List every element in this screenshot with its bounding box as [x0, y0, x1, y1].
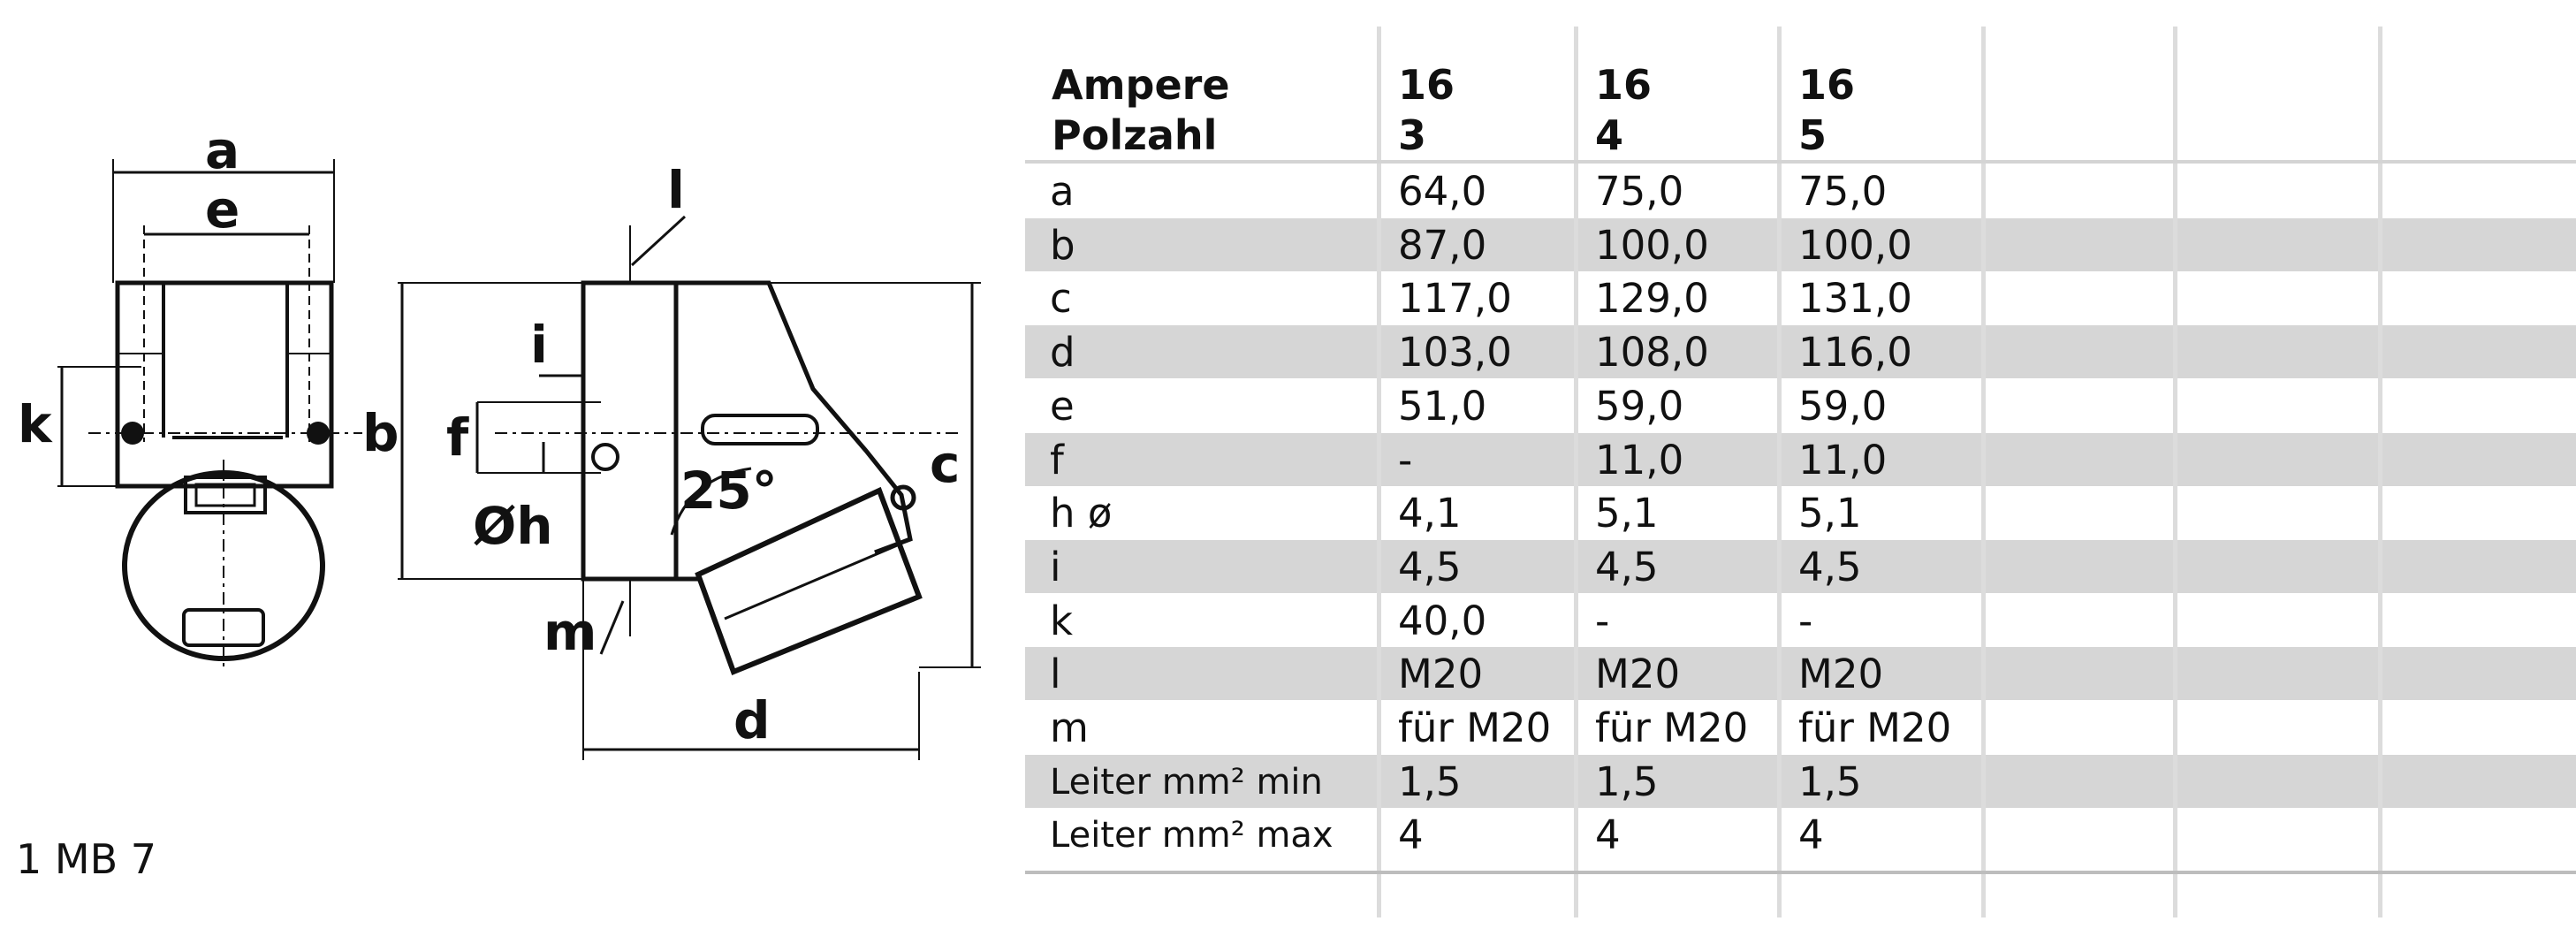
- row-label: Leiter mm² max: [1050, 815, 1334, 856]
- row-value: 87,0: [1398, 221, 1487, 269]
- row-value: M20: [1398, 651, 1484, 698]
- row-value: 51,0: [1398, 382, 1487, 430]
- row-label: d: [1050, 329, 1075, 377]
- header-polzahl-label: Polzahl: [1052, 111, 1218, 159]
- row-value: 100,0: [1798, 221, 1912, 269]
- header-col1-ampere: 16: [1398, 61, 1455, 109]
- table-row: [1025, 433, 2576, 486]
- table-row: [1025, 325, 2576, 378]
- table-row: [1025, 486, 2576, 539]
- dim-label-d: d: [733, 690, 771, 750]
- header-ampere-label: Ampere: [1052, 61, 1230, 109]
- header-col2-polzahl: 4: [1595, 111, 1624, 159]
- dim-label-c: c: [930, 434, 961, 494]
- row-value: 4,1: [1398, 490, 1462, 537]
- row-value: 1,5: [1398, 757, 1462, 805]
- dim-label-b: b: [362, 403, 399, 463]
- row-value: 11,0: [1798, 436, 1888, 483]
- row-value: 1,5: [1595, 757, 1659, 805]
- row-value: -: [1398, 436, 1413, 483]
- row-label: f: [1050, 436, 1064, 483]
- row-value: 4: [1398, 811, 1424, 859]
- dim-label-f: f: [446, 407, 469, 468]
- row-value: 4,5: [1798, 543, 1862, 590]
- row-value: 4: [1595, 811, 1621, 859]
- row-value: 5,1: [1595, 490, 1659, 537]
- row-label: m: [1050, 704, 1089, 751]
- row-value: 75,0: [1595, 168, 1684, 215]
- row-value: -: [1595, 597, 1610, 644]
- header-col3-polzahl: 5: [1798, 111, 1828, 159]
- row-value: 64,0: [1398, 168, 1487, 215]
- row-value: 5,1: [1798, 490, 1862, 537]
- row-value: 11,0: [1595, 436, 1684, 483]
- dim-label-angle: 25°: [680, 461, 778, 521]
- table-row: [1025, 379, 2576, 432]
- dim-label-a: a: [205, 120, 240, 180]
- row-value: für M20: [1595, 704, 1749, 751]
- dim-label-h: Øh: [473, 496, 553, 556]
- row-value: 103,0: [1398, 329, 1512, 377]
- table-row: [1025, 218, 2576, 271]
- dim-label-k: k: [18, 394, 52, 454]
- row-label: Leiter mm² min: [1050, 761, 1323, 803]
- table-row: [1025, 271, 2576, 324]
- row-value: 4,5: [1595, 543, 1659, 590]
- row-value: für M20: [1398, 704, 1552, 751]
- dim-label-e: e: [205, 179, 240, 240]
- row-label: l: [1050, 651, 1061, 698]
- dim-label-l: l: [667, 160, 685, 220]
- row-value: 129,0: [1595, 275, 1709, 323]
- product-code: 1 MB 7: [16, 835, 157, 883]
- row-value: 59,0: [1798, 382, 1888, 430]
- table-footer-box: [1025, 871, 2576, 920]
- dim-label-i: i: [530, 315, 548, 375]
- row-label: c: [1050, 275, 1072, 323]
- row-value: M20: [1595, 651, 1681, 698]
- row-label: a: [1050, 168, 1075, 215]
- table-row: [1025, 808, 2576, 861]
- row-value: 75,0: [1798, 168, 1888, 215]
- table-row: [1025, 701, 2576, 754]
- header-divider: [1025, 160, 2576, 164]
- row-label: e: [1050, 382, 1075, 430]
- row-value: 59,0: [1595, 382, 1684, 430]
- drawing-svg: [0, 0, 1025, 944]
- row-value: 100,0: [1595, 221, 1709, 269]
- row-label: k: [1050, 597, 1074, 644]
- table-row: [1025, 540, 2576, 593]
- row-value: 116,0: [1798, 329, 1912, 377]
- table-row: [1025, 594, 2576, 647]
- header-col1-polzahl: 3: [1398, 111, 1427, 159]
- row-value: 108,0: [1595, 329, 1709, 377]
- row-value: 117,0: [1398, 275, 1512, 323]
- row-value: 1,5: [1798, 757, 1862, 805]
- dim-label-m: m: [543, 602, 597, 662]
- row-value: 4: [1798, 811, 1824, 859]
- table-row: [1025, 647, 2576, 700]
- row-value: -: [1798, 597, 1813, 644]
- table-row: [1025, 755, 2576, 808]
- row-label: i: [1050, 543, 1061, 590]
- row-value: für M20: [1798, 704, 1952, 751]
- header-col3-ampere: 16: [1798, 61, 1856, 109]
- row-value: 4,5: [1398, 543, 1462, 590]
- row-value: 40,0: [1398, 597, 1487, 644]
- row-label: h ø: [1050, 490, 1113, 537]
- technical-drawing: [0, 0, 1025, 944]
- spec-table: [1025, 0, 2576, 944]
- row-value: 131,0: [1798, 275, 1912, 323]
- row-value: M20: [1798, 651, 1884, 698]
- table-row: [1025, 164, 2576, 217]
- header-col2-ampere: 16: [1595, 61, 1653, 109]
- row-label: b: [1050, 221, 1075, 269]
